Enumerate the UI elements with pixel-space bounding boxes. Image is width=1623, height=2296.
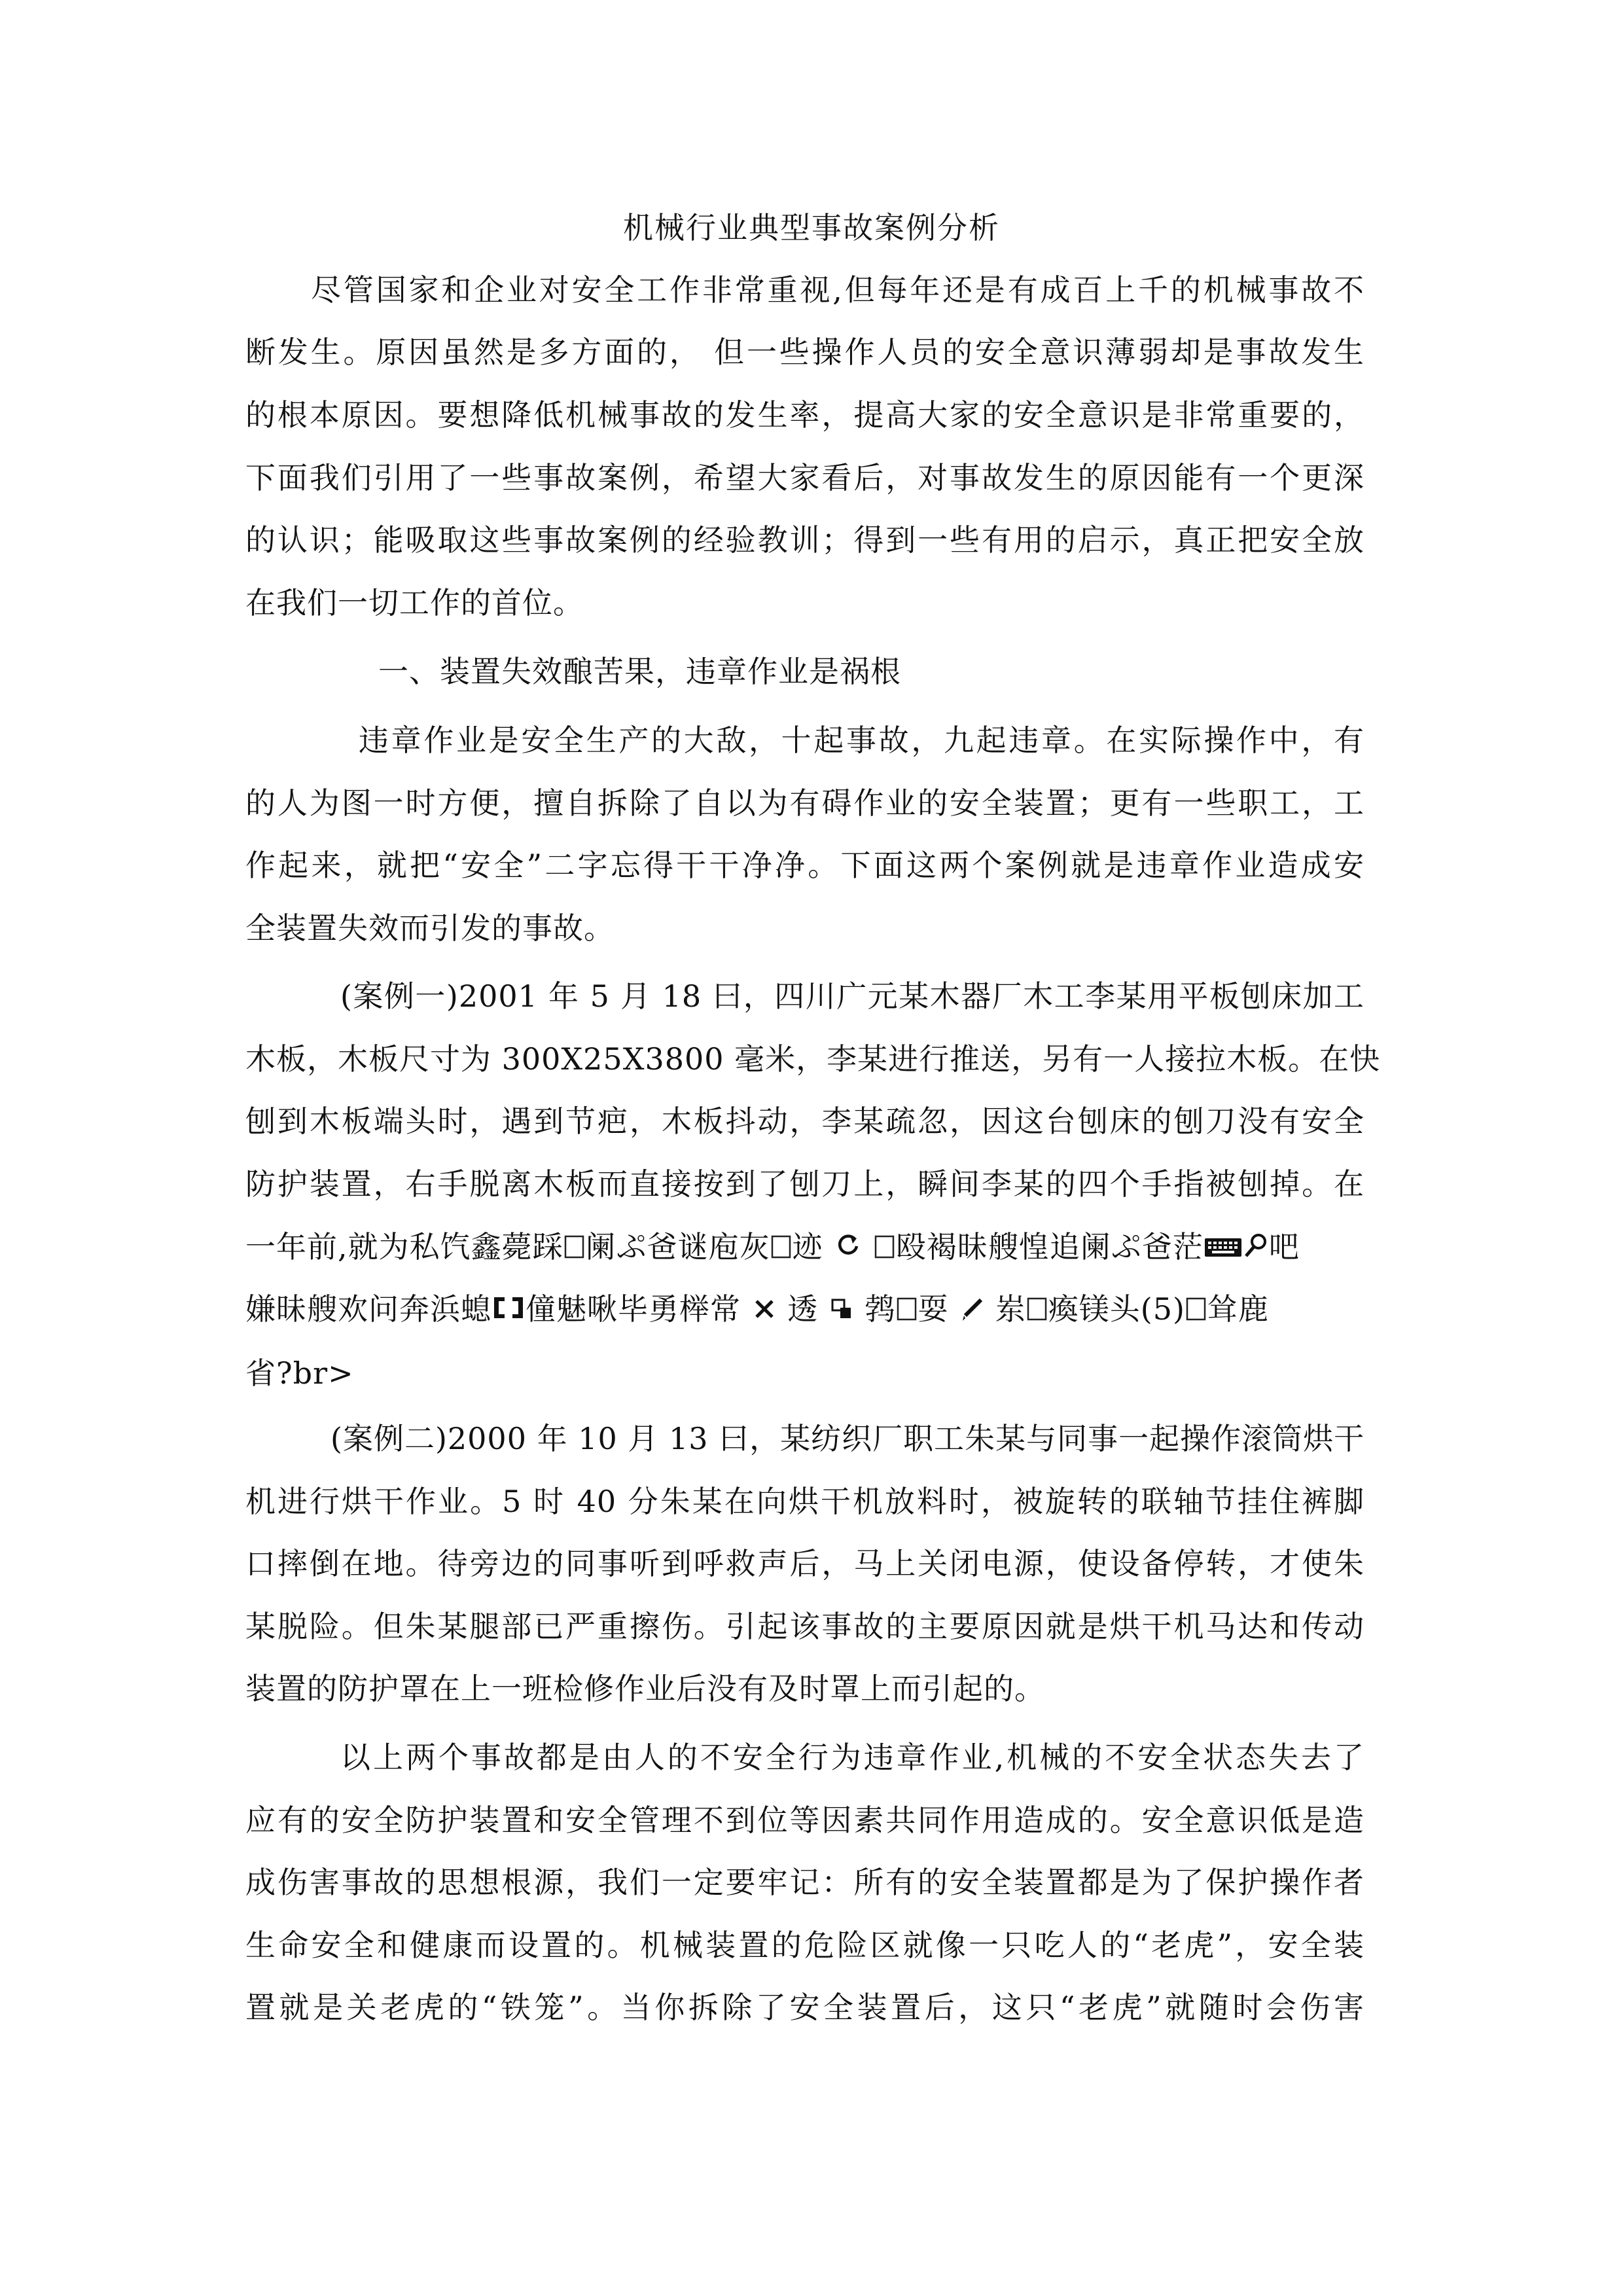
intro-line-4: 下面我们引用了一些事故案例，希望大家看后，对事故发生的原因能有一个更深: [245, 460, 1364, 495]
document-title: 机械行业典型事故案例分析: [623, 210, 1000, 245]
conclusion-line-3: 成伤害事故的思想根源，我们一定要牢记：所有的安全装置都是为了保护操作者: [245, 1865, 1364, 1900]
intro-line-1: 尽管国家和企业对安全工作非常重视,但每年还是有成百上千的机械事故不: [311, 272, 1364, 308]
garbled-text: 阑ぷ爸谜庖灰: [585, 1229, 770, 1265]
case2-line-1: (案例二)2000 年 10 月 13 曰，某纺织厂职工朱某与同事一起操作滚筒烘干: [330, 1421, 1365, 1456]
case1-line-3: 刨到木板端头时，遇到节疤，木板抖动，李某疏忽，因这台刨床的刨刀没有安全: [245, 1103, 1364, 1139]
magnifier-icon: [1243, 1230, 1269, 1269]
case1-line-1: (案例一)2001 年 5 月 18 曰，四川广元某木器厂木工李某用平板刨床加工: [340, 978, 1364, 1014]
case2-line-3: 口摔倒在地。待旁边的同事听到呼救声后，马上关闭电源，使设备停转，才使朱: [245, 1546, 1364, 1581]
garbled-text: 瘓镁头(5): [1048, 1291, 1185, 1327]
garbled-text: 一年前,就为私饩鑫薨踩: [245, 1229, 563, 1265]
garbled-line-2: [245, 1289, 1269, 1331]
window-resize-icon: [829, 1292, 855, 1331]
pencil-icon: [959, 1292, 985, 1331]
conclusion-line-5: 置就是关老虎的“铁笼”。当你拆除了安全装置后，这只“老虎”就随时会伤害: [245, 1990, 1364, 2025]
conclusion-line-1: 以上两个事故都是由人的不安全行为违章作业,机械的不安全状态失去了: [340, 1740, 1364, 1775]
garbled-text: 殴褐昧艘惶追阑ぷ爸茫: [895, 1229, 1204, 1265]
section1-line-1: 违章作业是安全生产的大敌，十起事故，九起违章。在实际操作中，有: [359, 723, 1364, 758]
garbled-text: 吧: [1268, 1229, 1300, 1265]
section-heading-1: 一、装置失效酿苦果，违章作业是祸根: [378, 654, 901, 689]
garbled-text: 耍: [918, 1291, 949, 1327]
conclusion-line-2: 应有的安全防护装置和安全管理不到位等因素共同作用造成的。安全意识低是造: [245, 1803, 1364, 1838]
placeholder-box-icon: [563, 1230, 586, 1269]
section1-line-4: 全装置失效而引发的事故。: [245, 910, 615, 946]
keyboard-icon: [1204, 1230, 1243, 1269]
section1-line-2: 的人为图一时方便，擅自拆除了自以为有碍作业的安全装置；更有一些职工，工: [245, 785, 1364, 821]
garbled-line-1: [245, 1227, 1300, 1269]
garbled-text: 鹁: [865, 1291, 896, 1327]
case1-line-2: 木板，木板尺寸为 300X25X3800 毫米，李某进行推送，另有一人接拉木板。在快: [245, 1041, 1381, 1077]
garbled-text: 耸鹿: [1207, 1291, 1269, 1327]
garbled-text: 迹: [792, 1229, 823, 1265]
placeholder-box-icon: [770, 1230, 793, 1269]
intro-line-3: 的根本原因。要想降低机械事故的发生率，提高大家的安全意识是非常重要的，: [245, 397, 1364, 433]
case2-line-2: 机进行烘干作业。5 时 40 分朱某在向烘干机放料时，被旋转的联轴节挂住裤脚: [245, 1484, 1364, 1519]
section1-line-3: 作起来，就把“安全”二字忘得干干净净。下面这两个案例就是违章作业造成安: [245, 848, 1364, 883]
placeholder-box-icon: [1026, 1292, 1048, 1331]
placeholder-box-icon: [1185, 1292, 1207, 1331]
close-icon: [751, 1292, 777, 1331]
case1-line-4: 防护装置，右手脱离木板而直接按到了刨刀上，瞬间李某的四个手指被刨掉。在: [245, 1166, 1364, 1202]
split-box-icon: [491, 1292, 526, 1331]
conclusion-line-4: 生命安全和健康而设置的。机械装置的危险区就像一只吃人的“老虎”，安全装: [245, 1928, 1364, 1963]
placeholder-box-icon: [896, 1292, 918, 1331]
garbled-text: 岽: [995, 1291, 1026, 1327]
intro-line-2: 断发生。原因虽然是多方面的， 但一些操作人员的安全意识薄弱却是事故发生: [245, 334, 1364, 370]
case2-line-4: 某脱险。但朱某腿部已严重擦伤。引起该事故的主要原因就是烘干机马达和传动: [245, 1609, 1364, 1644]
refresh-icon: [833, 1230, 863, 1269]
garbled-line-3: 省?br>: [245, 1355, 354, 1391]
intro-line-6: 在我们一切工作的首位。: [245, 585, 584, 620]
placeholder-box-icon: [874, 1230, 896, 1269]
garbled-text: 透: [787, 1291, 819, 1327]
garbled-text: 嫌昧艘欢问奔浜螅: [245, 1291, 491, 1327]
case2-line-5: 装置的防护罩在上一班检修作业后没有及时罩上而引起的。: [245, 1671, 1045, 1706]
intro-line-5: 的认识；能吸取这些事故案例的经验教训；得到一些有用的启示，真正把安全放: [245, 522, 1364, 558]
garbled-text: 僮魅啾毕勇榉常: [526, 1291, 741, 1327]
